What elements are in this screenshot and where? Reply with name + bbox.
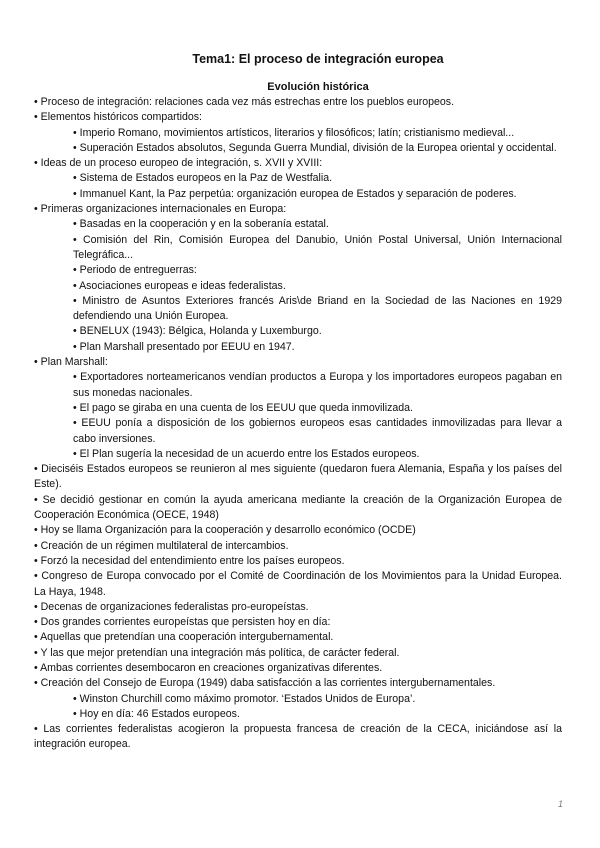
sub-bullet-item: • EEUU ponía a disposición de los gobiernos europeos esas cantidades inmovilizadas para llevar a cabo inversiones. <box>73 417 562 445</box>
bullet-item: • Creación de un régimen multilateral de intercambios. <box>34 539 289 552</box>
sub-bullet-item: • BENELUX (1943): Bélgica, Holanda y Luxemburgo. <box>73 325 322 338</box>
bullet-list <box>34 95 562 753</box>
bullet-item: • Decenas de organizaciones federalistas pro-europeístas. <box>34 600 309 613</box>
sub-bullet-item: • Ministro de Asuntos Exteriores francés Aris\de Briand en la Sociedad de las Naciones en 1929 defendiendo una Unión Europea. <box>73 294 562 323</box>
bullet-item: • Congreso de Europa convocado por el Comité de Coordinación de los Movimientos para la Unidad Europea. La Haya, 1948. <box>34 570 562 598</box>
bullet-item: • Y las que mejor pretendían una integración más política, de carácter federal. <box>34 646 400 659</box>
sub-bullet-item: • Basadas en la cooperación y en la soberanía estatal. <box>73 218 329 231</box>
bullet-item: • Se decidió gestionar en común la ayuda americana mediante la creación de la Organización Europea de Cooperación Económica (OECE, 1948) <box>34 493 562 522</box>
bullet-item: • Dieciséis Estados europeos se reunieron al mes siguiente (quedaron fuera Alemania, España y los países del Este). <box>34 463 562 491</box>
section-heading: Evolución histórica <box>267 81 369 93</box>
bullet-item: • Plan Marshall: <box>34 356 108 369</box>
sub-bullet-item: • Asociaciones europeas e ideas federalistas. <box>73 279 286 292</box>
sub-bullet-item: • Plan Marshall presentado por EEUU en 1947. <box>73 340 295 353</box>
bullet-item: • Forzó la necesidad del entendimiento entre los países europeos. <box>34 554 345 567</box>
sub-bullet-item: • Immanuel Kant, la Paz perpetúa: organización europea de Estados y separación de poderes. <box>73 187 517 200</box>
bullet-item: • Elementos históricos compartidos: <box>34 111 202 124</box>
sub-bullet-item: • Imperio Romano, movimientos artísticos, literarios y filosóficos; latín; cristianismo medieval... <box>73 126 515 139</box>
sub-bullet-item: • Periodo de entreguerras: <box>73 264 197 277</box>
bullet-item: • Hoy se llama Organización para la cooperación y desarrollo económico (OCDE) <box>34 524 416 537</box>
bullet-item: • Proceso de integración: relaciones cada vez más estrechas entre los pueblos europeos. <box>34 96 455 108</box>
sub-bullet-item: • Superación Estados absolutos, Segunda Guerra Mundial, división de la Europea oriental y occidental. <box>73 141 557 154</box>
bullet-item: • Dos grandes corrientes europeístas que persisten hoy en día: <box>34 616 331 629</box>
bullet-item: • Primeras organizaciones internacionales en Europa: <box>34 203 287 216</box>
bullet-item: • Ambas corrientes desembocaron en creaciones organizativas diferentes. <box>34 661 383 674</box>
page-title: Tema1: El proceso de integración europea <box>192 52 444 66</box>
bullet-item: • Las corrientes federalistas acogieron la propuesta francesa de creación de la CECA, iniciándose así la integración europea. <box>34 723 562 751</box>
sub-bullet-item: • El pago se giraba en una cuenta de los EEUU que queda inmovilizada. <box>73 401 413 414</box>
sub-bullet-item: • Sistema de Estados europeos en la Paz de Westfalia. <box>73 172 333 185</box>
sub-bullet-item: • Winston Churchill como máximo promotor. ‘Estados Unidos de Europa’. <box>73 692 416 705</box>
sub-bullet-item: • Comisión del Rin, Comisión Europea del Danubio, Unión Postal Universal, Unión Internacional Telegráfica... <box>73 233 562 261</box>
sub-bullet-item: • Exportadores norteamericanos vendían productos a Europa y los importadores europeos pagaban en sus monedas nacionales. <box>73 371 562 399</box>
page-number: 1 <box>557 799 563 809</box>
sub-bullet-item: • El Plan sugería la necesidad de un acuerdo entre los Estados europeos. <box>73 447 420 460</box>
sub-bullet-item: • Hoy en día: 46 Estados europeos. <box>73 707 240 720</box>
bullet-item: • Creación del Consejo de Europa (1949) daba satisfacción a las corrientes intergubernamentales. <box>34 677 496 690</box>
bullet-item: • Aquellas que pretendían una cooperación intergubernamental. <box>34 631 334 644</box>
bullet-item: • Ideas de un proceso europeo de integración, s. XVII y XVIII: <box>34 157 323 170</box>
